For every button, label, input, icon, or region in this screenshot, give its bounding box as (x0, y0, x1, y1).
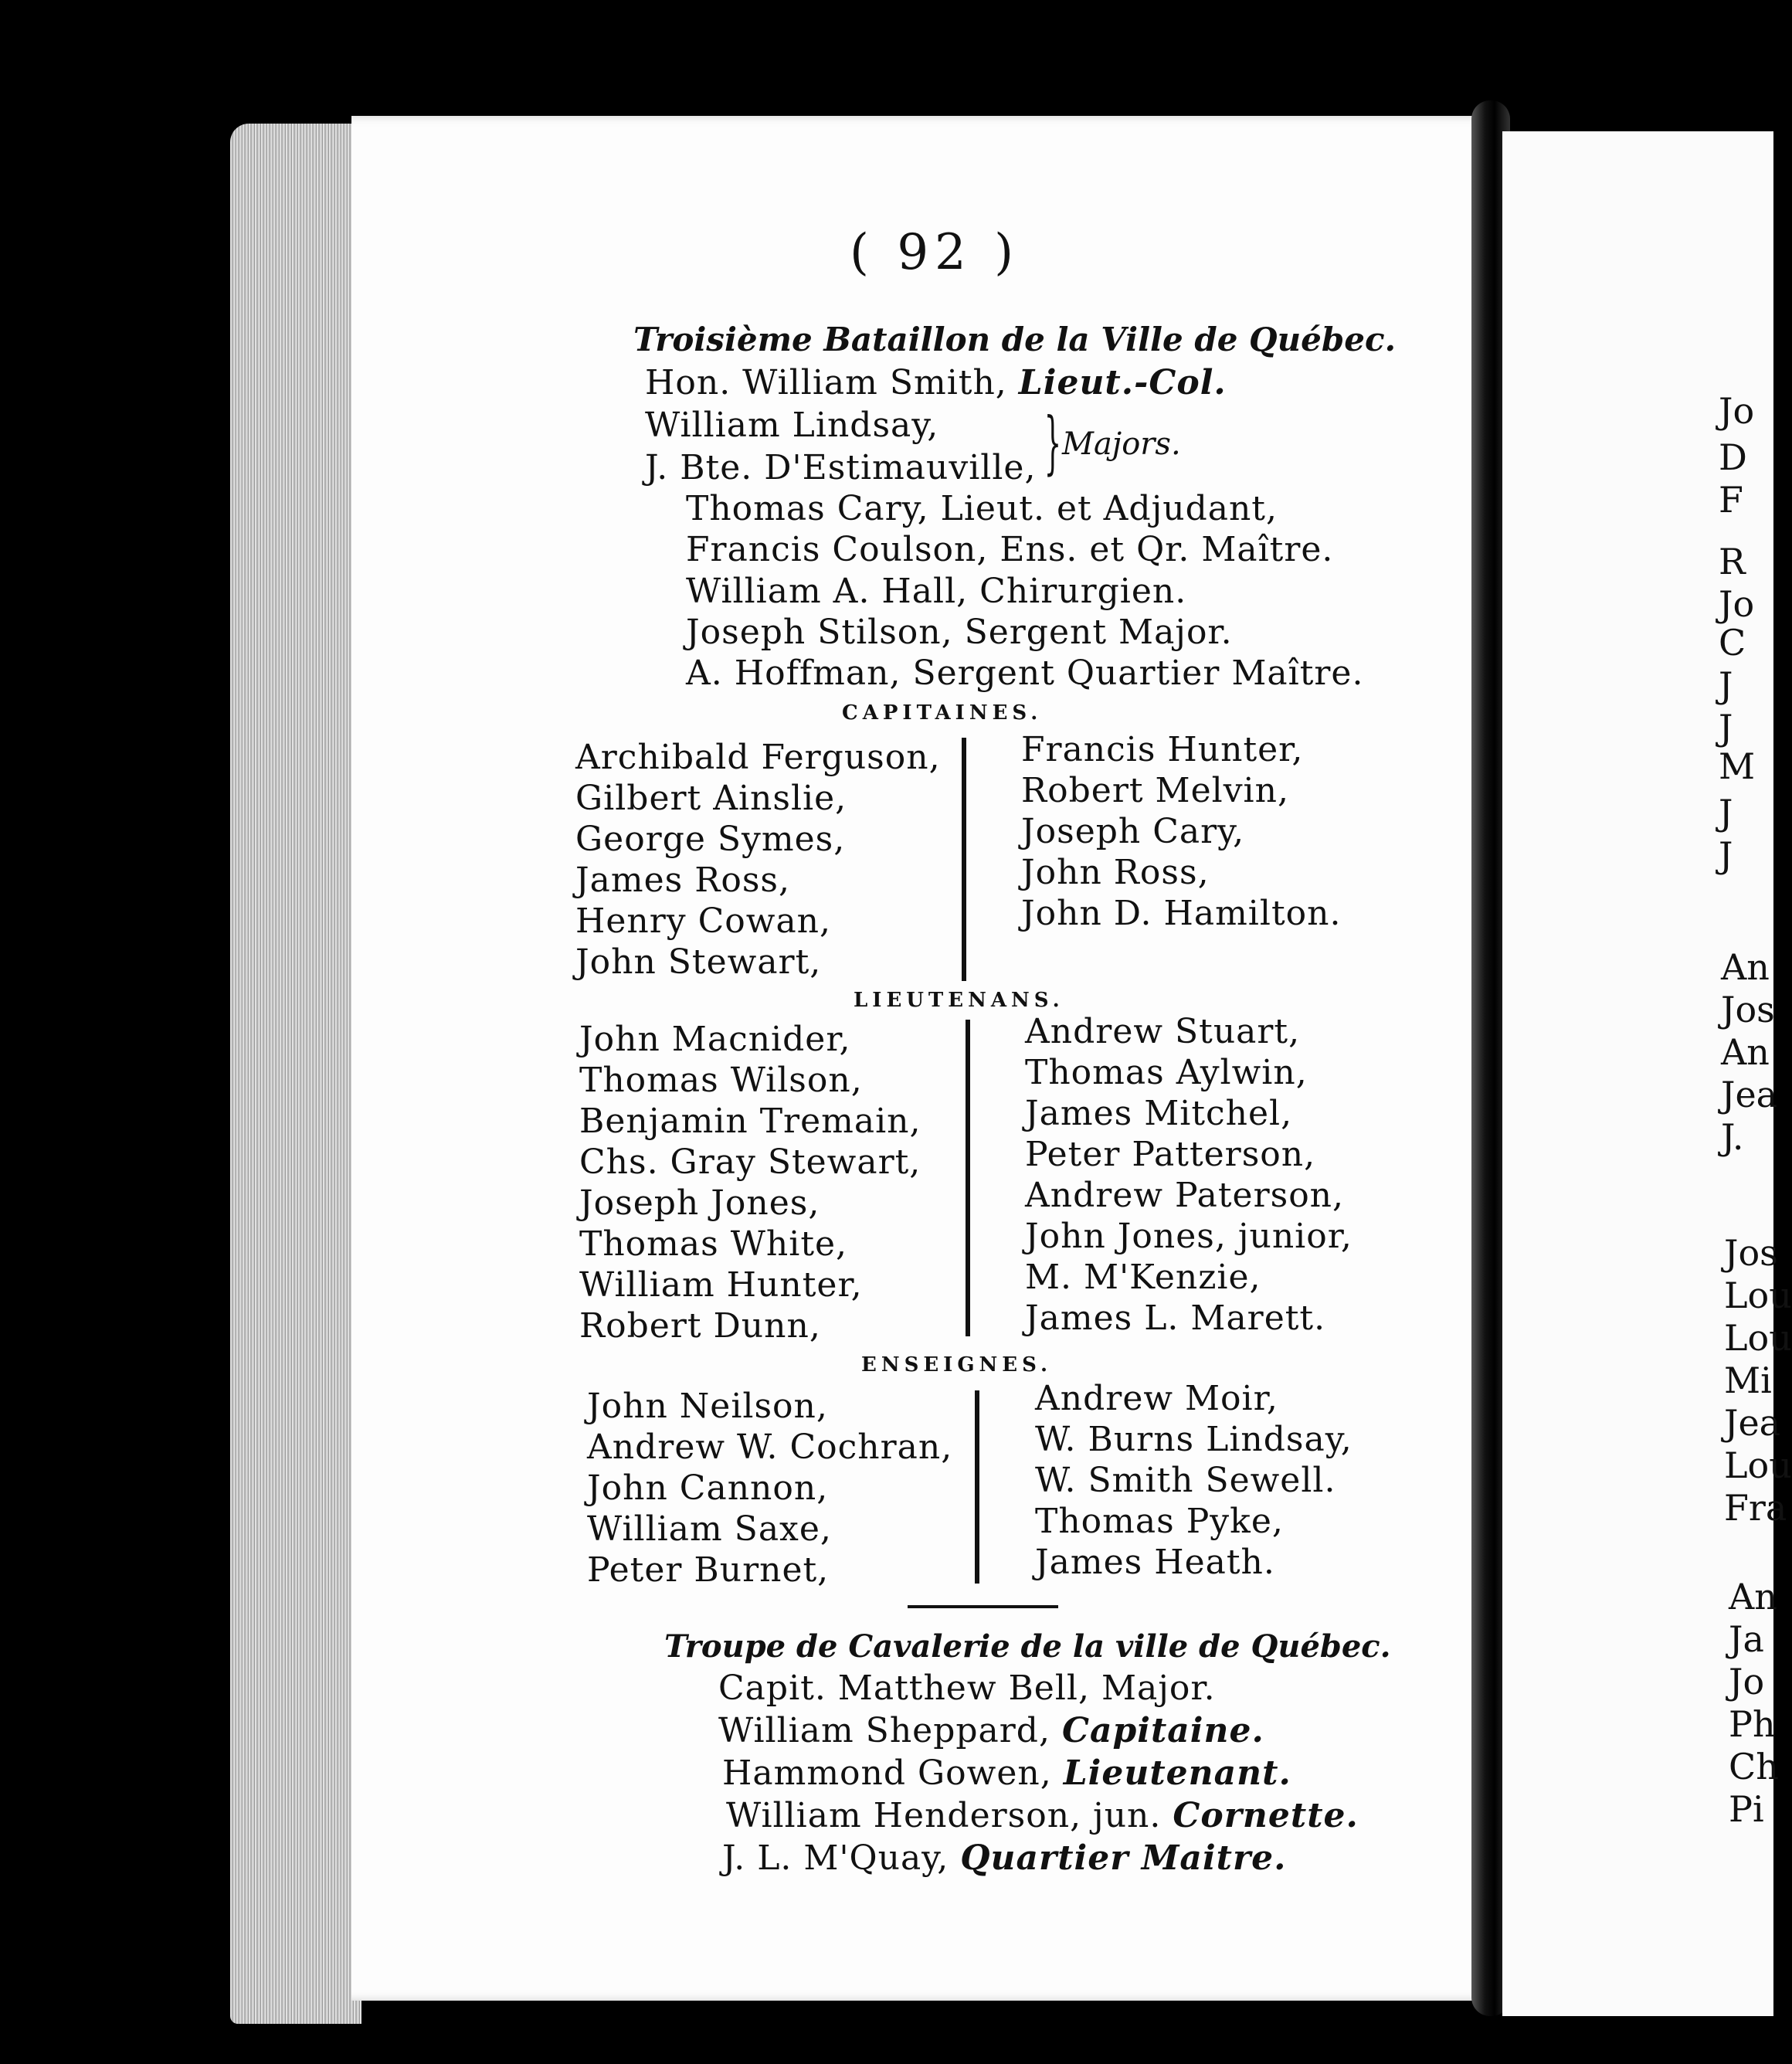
right-fragment-8: M (1719, 745, 1756, 787)
right-fragment-19: Mi (1724, 1360, 1772, 1401)
cavalry-member-0: Capit. Matthew Bell, Major. (718, 1669, 1216, 1708)
capitaine-right-2: Joseph Cary, (1021, 812, 1245, 851)
section-heading-capitaines: CAPITAINES. (842, 701, 1043, 725)
enseigne-right-1: W. Burns Lindsay, (1035, 1420, 1352, 1459)
staff-line-2: J. Bte. D'Estimauville, (645, 448, 1037, 487)
section-rule (908, 1605, 1058, 1608)
enseigne-left-4: Peter Burnet, (587, 1550, 830, 1590)
majors-brace: } (1044, 402, 1062, 482)
cavalry-member-4: J. L. M'Quay, Quartier Maitre. (722, 1838, 1287, 1878)
right-fragment-1: D (1719, 436, 1747, 478)
lieutenant-right-6: M. M'Kenzie, (1025, 1258, 1261, 1297)
right-fragment-12: Jos (1721, 989, 1775, 1030)
right-fragment-25: Jo (1729, 1661, 1765, 1702)
lieutenant-left-4: Joseph Jones, (579, 1183, 820, 1223)
enseigne-right-0: Andrew Moir, (1035, 1379, 1278, 1418)
enseigne-right-4: James Heath. (1035, 1543, 1275, 1582)
lieutenant-right-0: Andrew Stuart, (1025, 1012, 1301, 1051)
lieutenant-left-2: Benjamin Tremain, (579, 1102, 921, 1141)
right-fragment-9: J (1719, 792, 1733, 833)
staff-line-5: William A. Hall, Chirurgien. (686, 572, 1187, 611)
right-fragment-21: Lou (1724, 1444, 1792, 1486)
lieutenant-right-3: Peter Patterson, (1025, 1135, 1316, 1174)
page-heading: Troisième Bataillon de la Ville de Québec. (633, 321, 1397, 358)
enseigne-left-0: John Neilson, (587, 1387, 828, 1426)
lieutenant-right-2: James Mitchel, (1025, 1094, 1293, 1133)
enseigne-right-2: W. Smith Sewell. (1035, 1461, 1336, 1500)
capitaine-left-3: James Ross, (575, 861, 790, 900)
lieutenant-left-3: Chs. Gray Stewart, (579, 1142, 921, 1182)
cavalry-member-2: Hammond Gowen, Lieutenant. (722, 1753, 1291, 1793)
cavalry-member-1: William Sheppard, Capitaine. (718, 1711, 1264, 1750)
right-fragment-16: Jos (1724, 1232, 1778, 1274)
right-fragment-3: R (1719, 541, 1746, 582)
lieutenant-left-6: William Hunter, (579, 1265, 863, 1305)
right-fragment-2: F (1719, 479, 1743, 521)
lieutenant-right-4: Andrew Paterson, (1025, 1176, 1345, 1215)
right-fragment-28: Pi (1729, 1788, 1764, 1830)
staff-line-4: Francis Coulson, Ens. et Qr. Maître. (686, 530, 1334, 569)
column-divider-capitaines (962, 738, 966, 981)
right-fragment-17: Lou (1724, 1275, 1792, 1316)
lieutenant-right-7: James L. Marett. (1025, 1298, 1326, 1338)
capitaine-right-3: John Ross, (1021, 853, 1210, 892)
capitaine-left-5: John Stewart, (575, 942, 822, 982)
right-fragment-4: Jo (1719, 583, 1755, 625)
right-fragment-15: J. (1721, 1116, 1744, 1158)
capitaine-left-2: George Symes, (575, 820, 846, 859)
capitaine-left-4: Henry Cowan, (575, 901, 831, 941)
staff-line-6: Joseph Stilson, Sergent Major. (686, 613, 1233, 652)
column-divider-lieutenans (966, 1020, 970, 1336)
lieutenant-left-5: Thomas White, (579, 1224, 848, 1264)
right-fragment-11: An (1721, 946, 1770, 988)
majors-label: Majors. (1062, 426, 1181, 462)
capitaine-left-0: Archibald Ferguson, (575, 738, 941, 777)
right-fragment-10: J (1719, 834, 1733, 876)
right-fragment-6: J (1719, 664, 1733, 706)
enseigne-left-1: Andrew W. Cochran, (587, 1427, 953, 1467)
book-fore-edge (230, 124, 361, 2024)
cavalry-member-3: William Henderson, jun. Cornette. (726, 1796, 1359, 1835)
staff-line-0: Hon. William Smith, Lieut.-Col. (645, 363, 1227, 402)
right-fragment-13: An (1721, 1031, 1770, 1073)
right-fragment-14: Jea (1721, 1074, 1778, 1115)
right-fragment-24: Ja (1729, 1618, 1764, 1660)
column-divider-enseignes (975, 1390, 979, 1584)
page-number: ( 92 ) (850, 224, 1020, 281)
right-fragment-20: Jea (1724, 1402, 1781, 1444)
lieutenant-right-5: John Jones, junior, (1025, 1217, 1352, 1256)
lieutenant-left-1: Thomas Wilson, (579, 1061, 863, 1100)
staff-line-1: William Lindsay, (645, 406, 939, 445)
right-fragment-0: Jo (1719, 390, 1755, 432)
lieutenant-left-7: Robert Dunn, (579, 1306, 821, 1346)
lieutenant-right-1: Thomas Aylwin, (1025, 1053, 1308, 1092)
right-fragment-5: C (1719, 622, 1746, 664)
enseigne-right-3: Thomas Pyke, (1035, 1502, 1284, 1541)
staff-line-3: Thomas Cary, Lieut. et Adjudant, (686, 489, 1278, 528)
capitaine-right-4: John D. Hamilton. (1021, 894, 1342, 933)
section-heading-enseignes: ENSEIGNES. (861, 1353, 1053, 1377)
right-fragment-18: Lou (1724, 1317, 1792, 1359)
capitaine-right-1: Robert Melvin, (1021, 771, 1289, 810)
right-fragment-23: An (1729, 1576, 1777, 1618)
lieutenant-left-0: John Macnider, (579, 1020, 851, 1059)
enseigne-left-2: John Cannon, (587, 1468, 829, 1508)
right-fragment-22: Fra (1724, 1487, 1787, 1529)
cavalry-heading: Troupe de Cavalerie de la ville de Québec. (664, 1628, 1391, 1665)
section-heading-lieutenans: LIEUTENANS. (854, 989, 1064, 1012)
staff-line-7: A. Hoffman, Sergent Quartier Maître. (686, 653, 1364, 693)
right-fragment-26: Ph (1729, 1703, 1776, 1745)
enseigne-left-3: William Saxe, (587, 1509, 832, 1549)
capitaine-right-0: Francis Hunter, (1021, 730, 1304, 769)
right-fragment-27: Ch (1729, 1746, 1779, 1787)
right-fragment-7: J (1719, 707, 1733, 749)
capitaine-left-1: Gilbert Ainslie, (575, 779, 847, 818)
